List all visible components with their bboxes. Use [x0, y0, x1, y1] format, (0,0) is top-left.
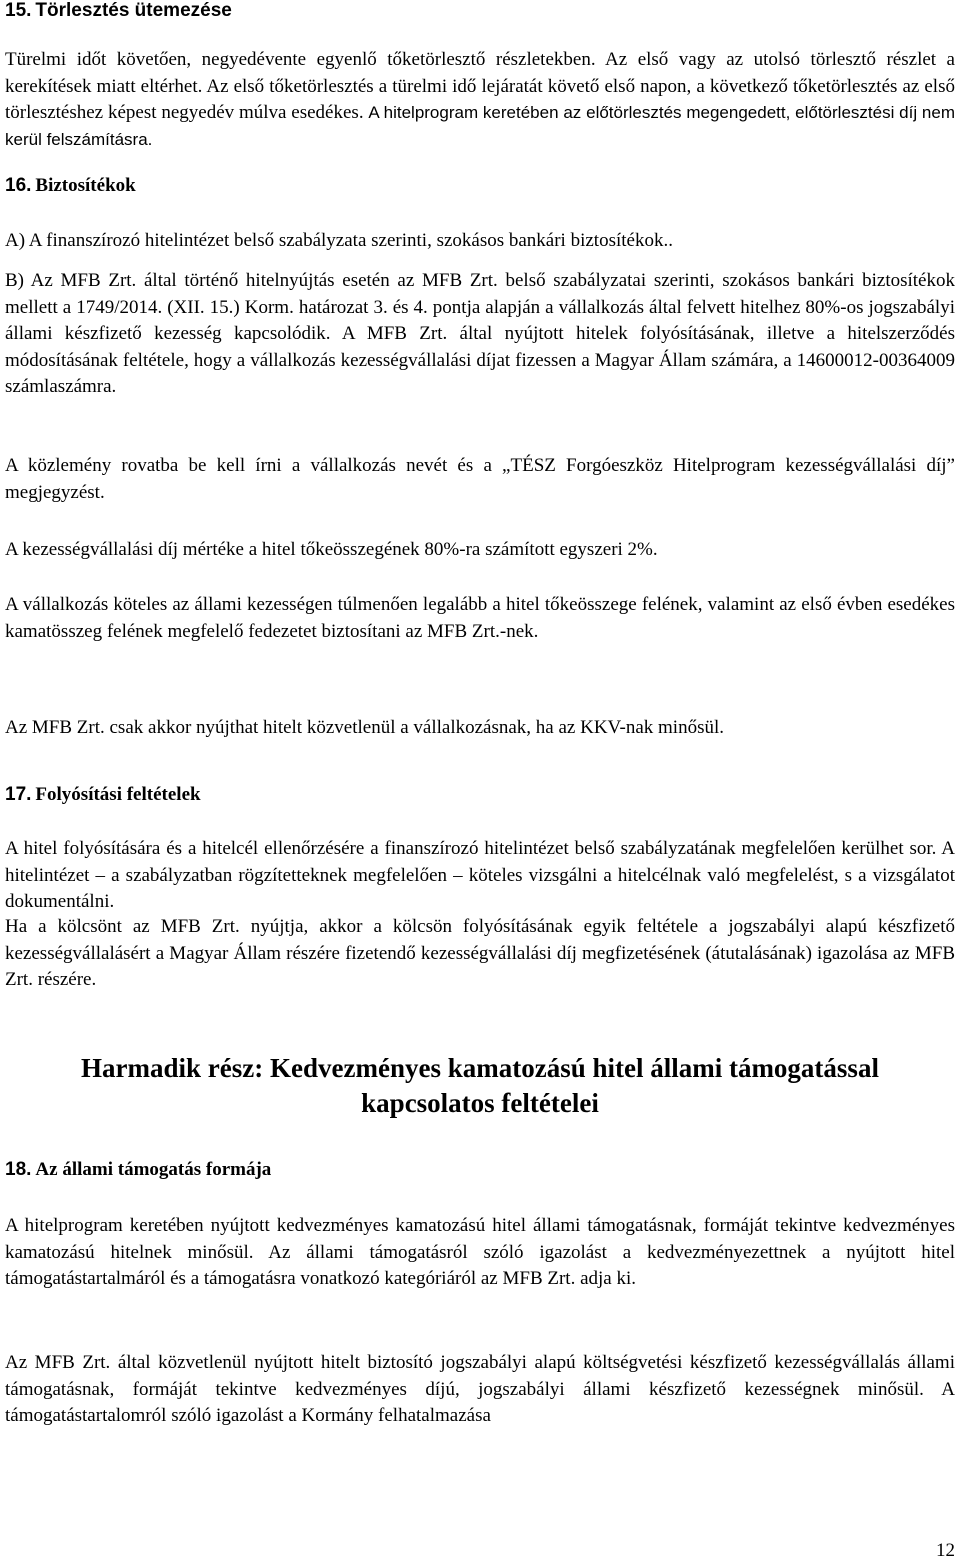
section-title: Folyósítási feltételek — [35, 784, 201, 805]
paragraph-text: A vállalkozás köteles az állami kezességen túlmenően legalább a hitel tőkeösszege felének, valamint az első évben esedékes kamatösszeg felének megfelelő fedezetet biztosítani az MFB Zrt.-nek. — [5, 594, 955, 642]
section-number: 16. — [5, 175, 32, 196]
part-title-line-2: kapcsolatos feltételei — [361, 1088, 599, 1118]
section-18-heading — [5, 1159, 955, 1181]
section-15-heading — [5, 0, 955, 22]
part-title-line-1: Harmadik rész: Kedvezményes kamatozású hitel állami támogatással — [81, 1053, 879, 1083]
section-15-paragraph — [5, 47, 955, 153]
mfb-guarantee-paragraph — [5, 1350, 955, 1430]
paragraph-text: Türelmi időt követően, negyedévente egyenlő tőketörlesztő részletekben. Az első vagy az utolsó törlesztő részlet a kerekítések miatt eltérhet. Az első tőketörlesztés a türelmi idő lejáratát követő első napon, a következő tőketörlesztés az első törlesztéshez képest negyedév múlva esedékes. — [5, 49, 955, 123]
kozlemeny-paragraph — [5, 453, 955, 506]
kkv-paragraph — [5, 715, 955, 742]
paragraph-text: A hitel folyósítására és a hitelcél ellenőrzésére a finanszírozó hitelintézet belső szabályzatának megfelelően kerülhet sor. A hitelintézet – a szabályzatban rögzítetteknek megfelelően – köteles vizsgálni a hitelcélnak való megfelelést, s a vizsgálatot dokumentálni. — [5, 838, 955, 912]
state-aid-paragraph — [5, 1213, 955, 1293]
mfb-disbursement-paragraph — [5, 914, 955, 994]
paragraph-text: A MFB Zrt. által nyújtott hitelek folyósításának, illetve a hitelszerződés módosításának feltétele, hogy a vállalkozás kezességvállalási díjat fizessen a Magyar Állam számára, a 14600012-00364009 számlaszámra. — [5, 323, 956, 397]
part-three-title — [5, 1051, 955, 1121]
section-16-heading — [5, 175, 955, 197]
paragraph-text: A) A finanszírozó hitelintézet belső szabályzata szerinti, szokásos bankári biztosítékok.. — [5, 230, 673, 251]
paragraph-text: Ha a kölcsönt az MFB Zrt. nyújtja, akkor a kölcsön folyósításának egyik feltétele a jogszabályi alapú készfizető kezességvállalásért a Magyar Állam részére fizetendő kezességvállalási díj megfizetésének (átutalásának) igazolása az MFB Zrt. részére. — [5, 916, 955, 990]
section-number: 17. — [5, 784, 32, 805]
paragraph-text: A hitelprogram keretében nyújtott kedvezményes kamatozású hitel állami támogatásnak, formáját tekintve kedvezményes kamatozású hitelnek minősül. Az állami támogatásról szóló igazolást a kedvezményezettnek a nyújtott hitel támogatástartalmáról és a támogatásra vonatkozó kategóriáról az MFB Zrt. adja ki. — [5, 1215, 955, 1289]
section-title: Törlesztés ütemezése — [35, 0, 232, 21]
collateral-a-paragraph — [5, 228, 955, 255]
obligation-paragraph — [5, 592, 955, 645]
section-number: 15. — [5, 0, 32, 21]
fee-paragraph — [5, 537, 955, 564]
section-number: 18. — [5, 1159, 32, 1180]
paragraph-text: Az MFB Zrt. által közvetlenül nyújtott hitelt biztosító jogszabályi alapú költségvetési készfizető kezességvállalás állami támogatásnak, formáját tekintve kedvezményes díjú, jogszabályi állami készfizető kezességnek minősül. A támogatástartalomról szóló igazolást a Kormány felhatalmazása — [5, 1352, 955, 1426]
section-17-heading — [5, 784, 955, 806]
paragraph-text: A közlemény rovatba be kell írni a vállalkozás nevét és a „TÉSZ Forgóeszköz Hitelprogram kezességvállalási díj” megjegyzést. — [5, 455, 955, 503]
disbursement-paragraph — [5, 836, 955, 916]
section-title: Az állami támogatás formája — [35, 1159, 272, 1180]
paragraph-text: B) Az MFB Zrt. által történő hitelnyújtás esetén az MFB Zrt. belső szabályzatai szerinti, szokásos bankári biztosítékok mellett a 1749/2014. (XII. 15.) Korm. határozat 3. és 4. pontja alapján a vállalkozás által felvett hitelhez 80%-os jogszabályi állami készfizető kezesség kapcsolódik. — [5, 270, 955, 344]
collateral-b-paragraph — [5, 268, 955, 401]
paragraph-text: Az MFB Zrt. csak akkor nyújthat hitelt közvetlenül a vállalkozásnak, ha az KKV-nak minősül. — [5, 717, 725, 738]
page-number: 12 — [936, 1540, 955, 1561]
paragraph-text: A kezességvállalási díj mértéke a hitel tőkeösszegének 80%-ra számított egyszeri 2%. — [5, 539, 658, 560]
section-title: Biztosítékok — [35, 175, 136, 196]
paragraph-text-sans: A hitelprogram keretében az előtörlesztés megengedett, előtörlesztési díj nem kerül felszámításra. — [5, 103, 956, 149]
